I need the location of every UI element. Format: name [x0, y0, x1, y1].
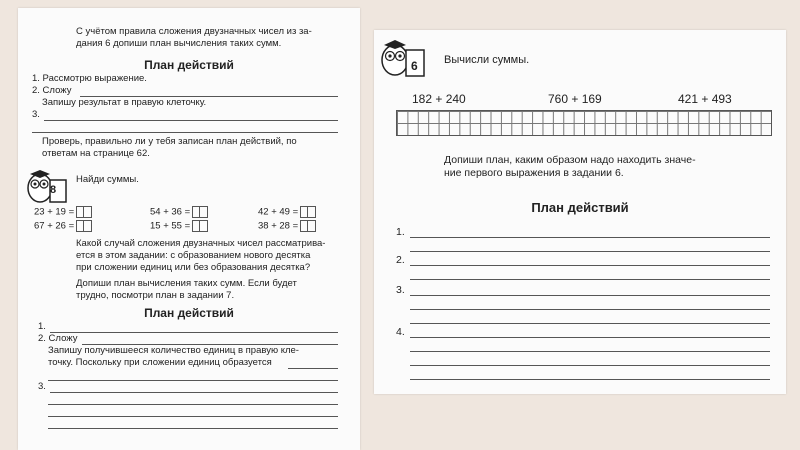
plan1-step2-note: Запишу результат в правую клеточку.: [42, 97, 207, 108]
answer-grid[interactable]: [396, 110, 772, 136]
plan-title-2: План действий: [144, 306, 234, 320]
right-step2-line-1[interactable]: [410, 265, 770, 266]
task8-number: 8: [50, 184, 57, 196]
owl-task-badge-icon: [24, 166, 70, 206]
answer-box[interactable]: [192, 206, 208, 218]
right-step3: 3.: [396, 284, 405, 296]
plan1-step2: 2. Сложу: [32, 85, 72, 96]
right-page: [374, 30, 786, 394]
owl-task-badge-icon: [378, 36, 428, 80]
task8-expr-5: 15 + 55 =: [150, 220, 208, 233]
plan2-step1: 1.: [38, 321, 46, 332]
hint-line-2: трудно, посмотри план в задании 7.: [76, 290, 235, 301]
plan2-step3: 3.: [38, 381, 46, 392]
question-line-1: Какой случай сложения двузначных чисел рассматрива-: [76, 238, 326, 249]
intro-line-1: С учётом правила сложения двузначных чисел из за-: [76, 26, 312, 37]
right-step4-line-1[interactable]: [410, 337, 770, 338]
plan2-step3-line-1[interactable]: [50, 392, 338, 393]
right-step2: 2.: [396, 254, 405, 266]
hint-line-1: Допиши план вычисления таких сумм. Если будет: [76, 278, 297, 289]
task6-expr-3: 421 + 493: [678, 92, 732, 106]
plan2-step3-line-4[interactable]: [48, 428, 338, 429]
plan1-step3-line-1[interactable]: [44, 120, 338, 121]
task6-expr-1: 182 + 240: [412, 92, 466, 106]
right-step1-line-1[interactable]: [410, 237, 770, 238]
plan2-note-1: Запишу получившееся количество единиц в правую кле-: [48, 345, 299, 356]
task8-expr-4: 67 + 26 =: [34, 220, 92, 233]
task8-title: Найди суммы.: [76, 174, 139, 185]
check-line-1: Проверь, правильно ли у тебя записан план действий, по: [42, 136, 297, 147]
plan2-step2: 2. Сложу: [38, 333, 78, 344]
right-step1-line-2[interactable]: [410, 251, 770, 252]
plan2-step3-line-3[interactable]: [48, 416, 338, 417]
answer-box[interactable]: [76, 220, 92, 232]
right-step4: 4.: [396, 326, 405, 338]
task8-expr-3: 42 + 49 =: [258, 206, 316, 219]
instruction-line-2: ние первого выражения в задании 6.: [444, 167, 624, 179]
plan2-step1-line[interactable]: [50, 332, 338, 333]
plan2-step2-line-2[interactable]: [48, 380, 338, 381]
plan1-step3: 3.: [32, 109, 40, 120]
plan2-note-2: точку. Поскольку при сложении единиц образуется: [48, 357, 272, 368]
answer-box[interactable]: [192, 220, 208, 232]
task8-expr-1: 23 + 19 =: [34, 206, 92, 219]
plan2-step3-line-2[interactable]: [48, 404, 338, 405]
right-step4-line-3[interactable]: [410, 365, 770, 366]
task8-expr-6: 38 + 28 =: [258, 220, 316, 233]
right-step4-line-4[interactable]: [410, 379, 770, 380]
answer-box[interactable]: [300, 206, 316, 218]
plan-title-right: План действий: [531, 200, 629, 215]
plan2-note-line[interactable]: [288, 368, 338, 369]
plan-title-1: План действий: [144, 58, 234, 72]
right-step3-line-3[interactable]: [410, 323, 770, 324]
task8-expr-2: 54 + 36 =: [150, 206, 208, 219]
right-step3-line-2[interactable]: [410, 309, 770, 310]
instruction-line-1: Допиши план, каким образом надо находить значе-: [444, 154, 696, 166]
right-step2-line-2[interactable]: [410, 279, 770, 280]
check-line-2: ответам на странице 62.: [42, 148, 150, 159]
right-step4-line-2[interactable]: [410, 351, 770, 352]
plan1-step3-line-2[interactable]: [32, 132, 338, 133]
left-page: [18, 8, 360, 450]
question-line-2: ется в этом задании: с образованием нового десятка: [76, 250, 311, 261]
intro-line-2: дания 6 допиши план вычисления таких сумм.: [76, 38, 282, 49]
question-line-3: при сложении единиц или без образования десятка?: [76, 262, 311, 273]
right-step3-line-1[interactable]: [410, 295, 770, 296]
task6-title: Вычисли суммы.: [444, 54, 530, 66]
right-step1: 1.: [396, 226, 405, 238]
answer-box[interactable]: [300, 220, 316, 232]
task6-expr-2: 760 + 169: [548, 92, 602, 106]
task6-number: 6: [411, 59, 418, 73]
plan1-step1: 1. Рассмотрю выражение.: [32, 73, 147, 84]
answer-box[interactable]: [76, 206, 92, 218]
